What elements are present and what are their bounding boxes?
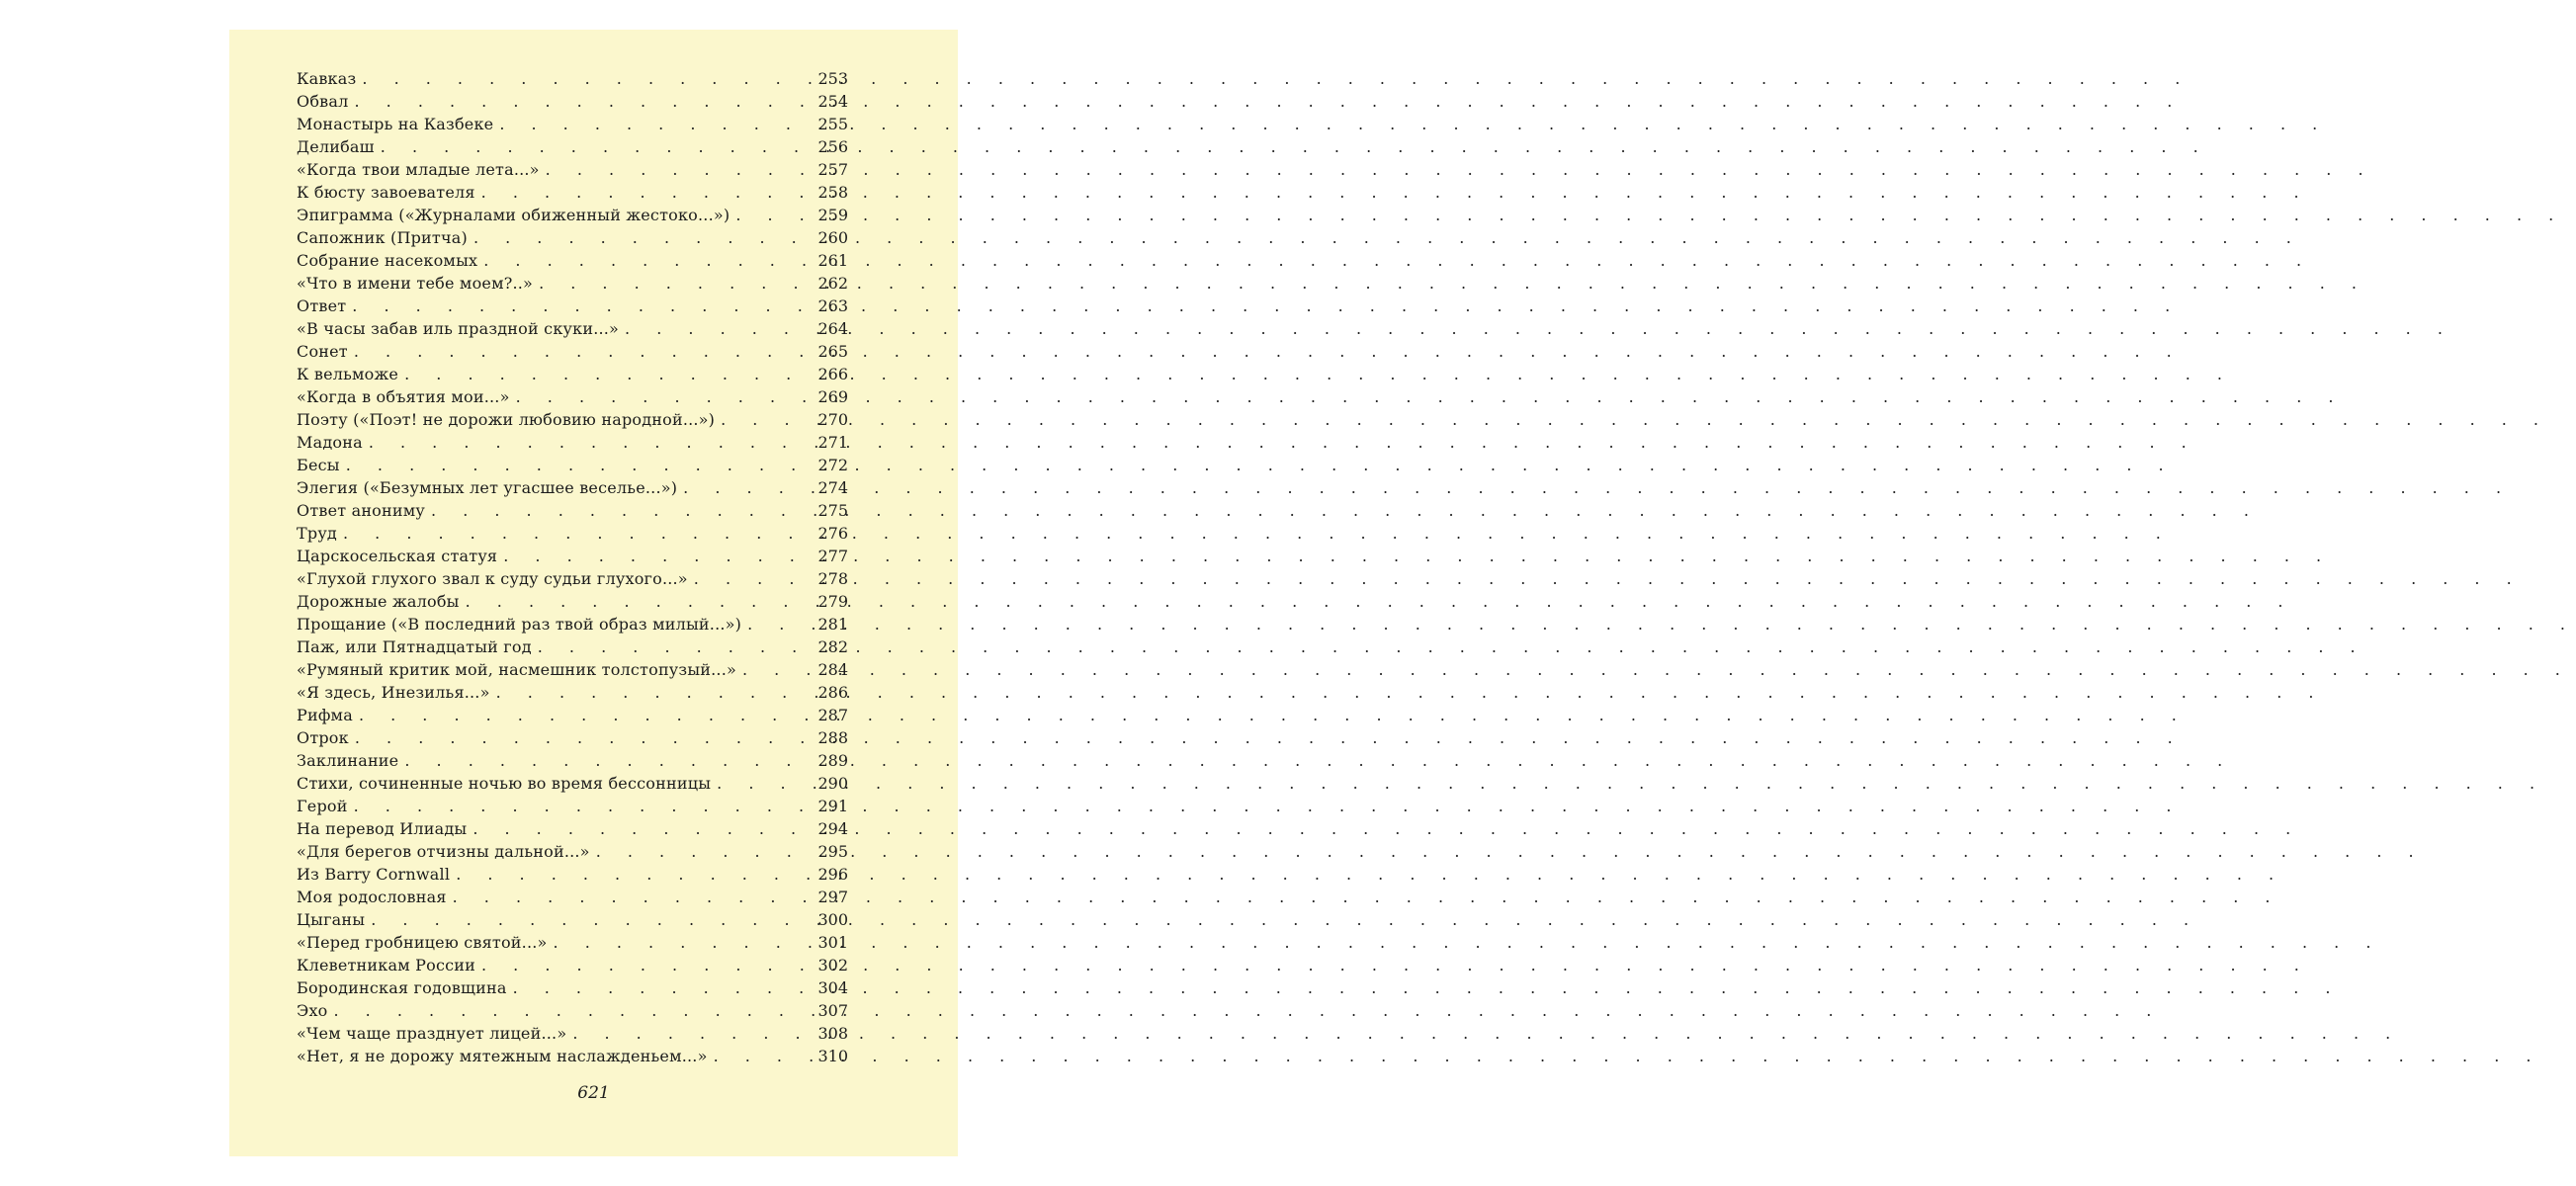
dot-leader — [467, 819, 811, 838]
table-of-contents — [297, 69, 848, 1069]
toc-entry-title: «Глухой глухого звал к суду судьи глухого...» — [297, 569, 688, 588]
toc-entry — [297, 365, 848, 387]
toc-entry-page: 276 — [817, 524, 848, 543]
dot-leader — [477, 251, 811, 270]
toc-entry — [297, 978, 848, 1001]
toc-entry-page: 274 — [817, 478, 848, 497]
toc-entry-title: Отрок — [297, 728, 349, 747]
toc-entry-title: Сонет — [297, 342, 348, 361]
toc-entry — [297, 160, 848, 183]
toc-entry — [297, 865, 848, 888]
toc-entry-title: Цыганы — [297, 910, 366, 929]
toc-entry-title: Прощание («В последний раз твой образ милый...») — [297, 615, 742, 634]
dot-leader — [328, 1001, 812, 1020]
toc-entry-title: Герой — [297, 797, 348, 815]
toc-entry-page: 269 — [817, 387, 848, 406]
toc-entry-page: 272 — [817, 456, 848, 474]
toc-entry — [297, 137, 848, 160]
toc-entry-page: 279 — [817, 592, 848, 611]
dot-leader — [619, 319, 811, 338]
toc-entry — [297, 706, 848, 728]
toc-entry — [297, 274, 848, 296]
toc-entry-title: Заклинание — [297, 751, 399, 770]
dot-leader — [353, 706, 811, 724]
toc-entry-page: 300 — [817, 910, 848, 929]
dot-leader — [348, 797, 811, 815]
toc-entry-title: Мадона — [297, 433, 363, 452]
toc-entry-page: 260 — [817, 228, 848, 247]
toc-entry-title: Обвал — [297, 92, 349, 111]
toc-entry-title: Дорожные жалобы — [297, 592, 460, 611]
toc-entry — [297, 751, 848, 774]
toc-entry — [297, 206, 848, 228]
toc-entry-page: 286 — [817, 683, 848, 702]
toc-entry-title: «Когда в объятия мои...» — [297, 387, 510, 406]
toc-entry — [297, 888, 848, 910]
dot-leader — [398, 365, 811, 383]
toc-entry — [297, 1024, 848, 1047]
toc-entry — [297, 524, 848, 547]
dot-leader — [548, 933, 811, 952]
toc-entry-page: 258 — [817, 183, 848, 202]
dot-leader — [493, 115, 811, 133]
dot-leader — [460, 592, 811, 611]
toc-entry — [297, 933, 848, 956]
dot-leader — [340, 456, 811, 474]
toc-entry-page: 289 — [817, 751, 848, 770]
toc-entry-page: 259 — [817, 206, 848, 224]
dot-leader — [532, 637, 811, 656]
dot-leader — [730, 206, 811, 224]
toc-entry — [297, 910, 848, 933]
toc-entry-title: Эхо — [297, 1001, 328, 1020]
dot-leader — [425, 501, 811, 520]
dot-leader — [540, 160, 811, 179]
toc-entry-page: 255 — [817, 115, 848, 133]
toc-entry-page: 271 — [817, 433, 848, 452]
toc-entry-page: 308 — [817, 1024, 848, 1043]
dot-leader — [711, 774, 811, 793]
toc-entry-page: 284 — [817, 660, 848, 679]
dot-leader — [708, 1047, 811, 1065]
toc-entry-title: «Нет, я не дорожу мятежным наслажденьем...» — [297, 1047, 708, 1065]
toc-entry-title: «Я здесь, Инезилья...» — [297, 683, 490, 702]
toc-entry — [297, 592, 848, 615]
toc-entry-title: Собрание насекомых — [297, 251, 478, 270]
toc-entry-title: Из Barry Cornwall — [297, 865, 451, 884]
toc-entry — [297, 478, 848, 501]
toc-entry — [297, 819, 848, 842]
toc-entry-page: 294 — [817, 819, 848, 838]
toc-entry-page: 297 — [817, 888, 848, 906]
dot-leader — [363, 433, 811, 452]
dot-leader — [590, 842, 811, 861]
toc-entry — [297, 69, 848, 92]
toc-entry-title: К бюсту завоевателя — [297, 183, 475, 202]
toc-entry-page: 282 — [817, 637, 848, 656]
dot-leader — [475, 183, 811, 202]
dot-leader — [566, 1024, 811, 1043]
toc-entry-page: 266 — [817, 365, 848, 383]
toc-entry — [297, 183, 848, 206]
toc-entry-page: 263 — [817, 296, 848, 315]
toc-entry-page: 296 — [817, 865, 848, 884]
toc-entry-page: 265 — [817, 342, 848, 361]
toc-entry-title: Кавказ — [297, 69, 357, 88]
dot-leader — [349, 728, 811, 747]
toc-entry-title: Стихи, сочиненные ночью во время бессонницы — [297, 774, 712, 793]
toc-entry — [297, 615, 848, 637]
dot-leader — [533, 274, 811, 293]
toc-entry — [297, 92, 848, 115]
toc-entry-page: 301 — [817, 933, 848, 952]
dot-leader — [356, 69, 811, 88]
toc-entry — [297, 842, 848, 865]
dot-leader — [337, 524, 811, 543]
toc-entry-title: Труд — [297, 524, 337, 543]
toc-entry — [297, 547, 848, 569]
toc-entry-page: 304 — [817, 978, 848, 997]
toc-entry-page: 254 — [817, 92, 848, 111]
toc-entry — [297, 410, 848, 433]
toc-entry — [297, 956, 848, 978]
toc-entry-title: Рифма — [297, 706, 353, 724]
toc-entry — [297, 637, 848, 660]
toc-entry-title: Поэту («Поэт! не дорожи любовию народной...») — [297, 410, 716, 429]
toc-entry-page: 290 — [817, 774, 848, 793]
dot-leader — [348, 342, 811, 361]
dot-leader — [736, 660, 811, 679]
toc-entry-title: Ответ анониму — [297, 501, 426, 520]
toc-entry-title: Моя родословная — [297, 888, 447, 906]
toc-entry — [297, 660, 848, 683]
dot-leader — [510, 387, 811, 406]
toc-entry-title: «Что в имени тебе моем?..» — [297, 274, 534, 293]
toc-entry — [297, 728, 848, 751]
page-number: 621 — [577, 1083, 610, 1103]
toc-entry — [297, 319, 848, 342]
dot-leader — [447, 888, 811, 906]
dot-leader — [365, 910, 811, 929]
dot-leader — [507, 978, 811, 997]
toc-entry — [297, 1047, 848, 1069]
dot-leader — [475, 956, 811, 974]
toc-entry-title: «Когда твои младые лета...» — [297, 160, 540, 179]
toc-entry-title: «Чем чаще празднует лицей...» — [297, 1024, 567, 1043]
toc-entry — [297, 501, 848, 524]
toc-entry-page: 295 — [817, 842, 848, 861]
toc-entry — [297, 797, 848, 819]
toc-entry-title: Паж, или Пятнадцатый год — [297, 637, 532, 656]
toc-entry-title: Царскосельская статуя — [297, 547, 498, 565]
toc-entry-page: 262 — [817, 274, 848, 293]
toc-entry — [297, 569, 848, 592]
toc-entry — [297, 433, 848, 456]
toc-entry-title: «Перед гробницею святой...» — [297, 933, 548, 952]
toc-entry — [297, 115, 848, 137]
toc-entry-page: 256 — [817, 137, 848, 156]
toc-entry-title: К вельможе — [297, 365, 399, 383]
dot-leader — [688, 569, 811, 588]
dot-leader — [490, 683, 811, 702]
toc-entry-title: Сапожник (Притча) — [297, 228, 468, 247]
book-page — [229, 30, 958, 1156]
dot-leader — [398, 751, 811, 770]
toc-entry-title: Монастырь на Казбеке — [297, 115, 494, 133]
dot-leader — [677, 478, 811, 497]
toc-entry-page: 277 — [817, 547, 848, 565]
toc-entry — [297, 342, 848, 365]
toc-entry-title: Элегия («Безумных лет угасшее веселье...») — [297, 478, 678, 497]
toc-entry-title: «В часы забав иль праздной скуки...» — [297, 319, 620, 338]
toc-entry-page: 270 — [817, 410, 848, 429]
toc-entry-page: 261 — [817, 251, 848, 270]
toc-entry-page: 253 — [817, 69, 848, 88]
toc-entry-title: На перевод Илиады — [297, 819, 468, 838]
toc-entry — [297, 296, 848, 319]
toc-entry-page: 278 — [817, 569, 848, 588]
toc-entry-title: Эпиграмма («Журналами обиженный жестоко...») — [297, 206, 730, 224]
dot-leader — [497, 547, 811, 565]
toc-entry-page: 281 — [817, 615, 848, 634]
toc-entry-title: «Румяный критик мой, насмешник толстопузый...» — [297, 660, 736, 679]
dot-leader — [741, 615, 811, 634]
dot-leader — [375, 137, 811, 156]
toc-entry — [297, 228, 848, 251]
toc-entry-title: Бородинская годовщина — [297, 978, 507, 997]
toc-entry — [297, 1001, 848, 1024]
toc-entry-page: 310 — [817, 1047, 848, 1065]
toc-entry-page: 275 — [817, 501, 848, 520]
toc-entry-page: 302 — [817, 956, 848, 974]
toc-entry — [297, 251, 848, 274]
toc-entry-title: Клеветникам России — [297, 956, 475, 974]
toc-entry-page: 264 — [817, 319, 848, 338]
dot-leader — [346, 296, 811, 315]
toc-entry-title: Ответ — [297, 296, 347, 315]
toc-entry-page: 307 — [817, 1001, 848, 1020]
dot-leader — [450, 865, 811, 884]
toc-entry-page: 291 — [817, 797, 848, 815]
dot-leader — [348, 92, 811, 111]
toc-entry-page: 287 — [817, 706, 848, 724]
toc-entry-page: 257 — [817, 160, 848, 179]
toc-entry — [297, 387, 848, 410]
toc-entry-page: 288 — [817, 728, 848, 747]
toc-entry — [297, 683, 848, 706]
toc-entry — [297, 774, 848, 797]
toc-entry-title: «Для берегов отчизны дальной...» — [297, 842, 590, 861]
toc-entry-title: Бесы — [297, 456, 340, 474]
toc-entry-title: Делибаш — [297, 137, 375, 156]
dot-leader — [468, 228, 811, 247]
toc-entry — [297, 456, 848, 478]
dot-leader — [715, 410, 811, 429]
